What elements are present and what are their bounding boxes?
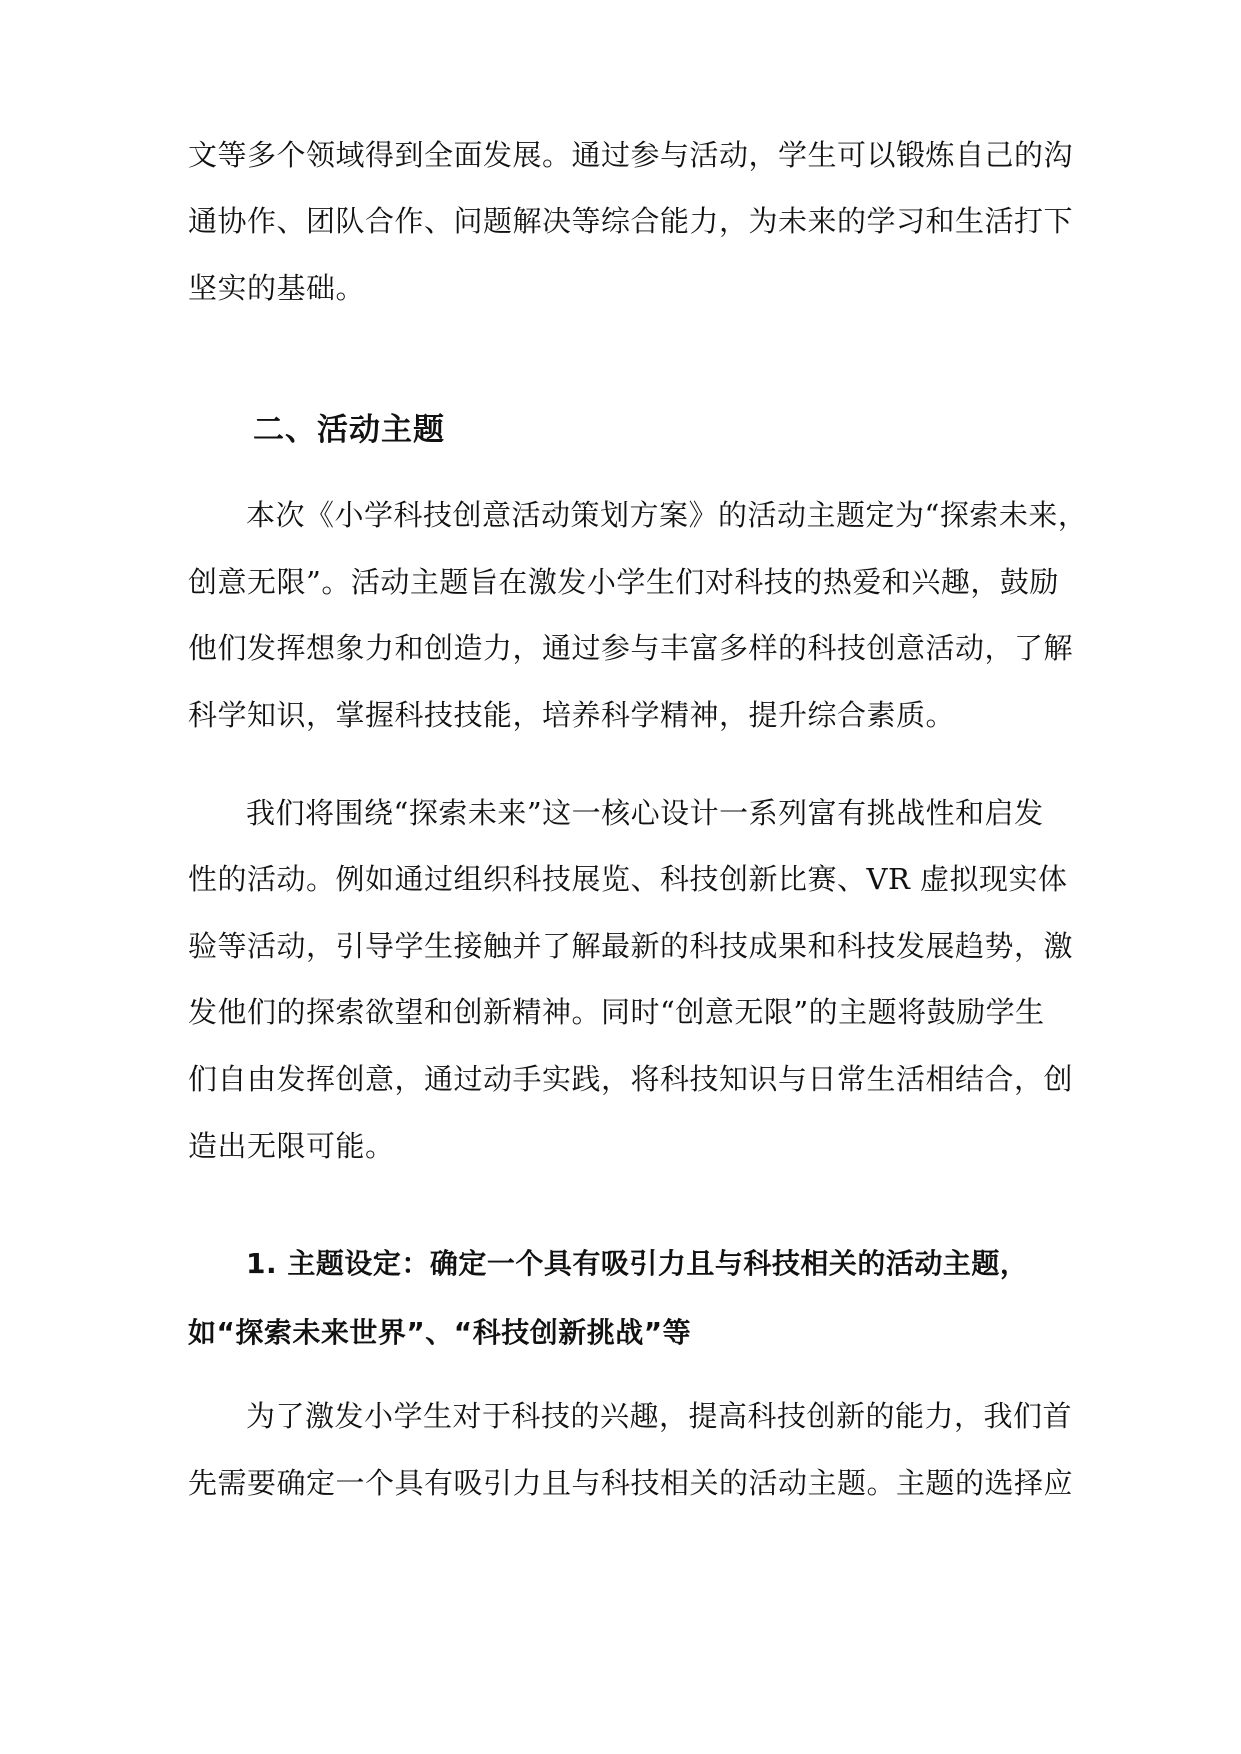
section2-para2-line-4: 发他们的探索欲望和创新精神。同时“创意无限”的主题将鼓励学生	[188, 995, 1045, 1029]
subsection-heading-line-2: 如“探索未来世界”、“科技创新挑战”等	[188, 1316, 692, 1349]
intro-line-3: 坚实的基础。	[188, 271, 366, 305]
section2-para1-line-1: 本次《小学科技创意活动策划方案》的活动主题定为“探索未来，	[246, 498, 1088, 532]
subsection1-para-line-2: 先需要确定一个具有吸引力且与科技相关的活动主题。主题的选择应	[188, 1466, 1074, 1500]
intro-line-1: 文等多个领域得到全面发展。通过参与活动，学生可以锻炼自己的沟	[188, 138, 1074, 172]
section2-para2-line-6: 造出无限可能。	[188, 1129, 395, 1163]
section2-para2-line-1: 我们将围绕“探索未来”这一核心设计一系列富有挑战性和启发	[246, 796, 1044, 830]
section2-para2-line-5: 们自由发挥创意，通过动手实践，将科技知识与日常生活相结合，创	[188, 1062, 1074, 1096]
section2-para1-line-2: 创意无限”。活动主题旨在激发小学生们对科技的热爱和兴趣，鼓励	[188, 565, 1059, 599]
section-heading-activity-theme: 二、活动主题	[253, 412, 445, 448]
section2-para2-line-3: 验等活动，引导学生接触并了解最新的科技成果和科技发展趋势，激	[188, 929, 1074, 963]
intro-line-2: 通协作、团队合作、问题解决等综合能力，为未来的学习和生活打下	[188, 204, 1074, 238]
subsection1-para-line-1: 为了激发小学生对于科技的兴趣，提高科技创新的能力，我们首	[246, 1399, 1073, 1433]
section2-para2-line-2: 性的活动。例如通过组织科技展览、科技创新比赛、VR 虚拟现实体	[188, 862, 1068, 896]
subsection-heading-line-1: 1. 主题设定：确定一个具有吸引力且与科技相关的活动主题，	[246, 1247, 1029, 1280]
section2-para1-line-3: 他们发挥想象力和创造力，通过参与丰富多样的科技创意活动，了解	[188, 631, 1074, 665]
section2-para1-line-4: 科学知识，掌握科技技能，培养科学精神，提升综合素质。	[188, 698, 956, 732]
